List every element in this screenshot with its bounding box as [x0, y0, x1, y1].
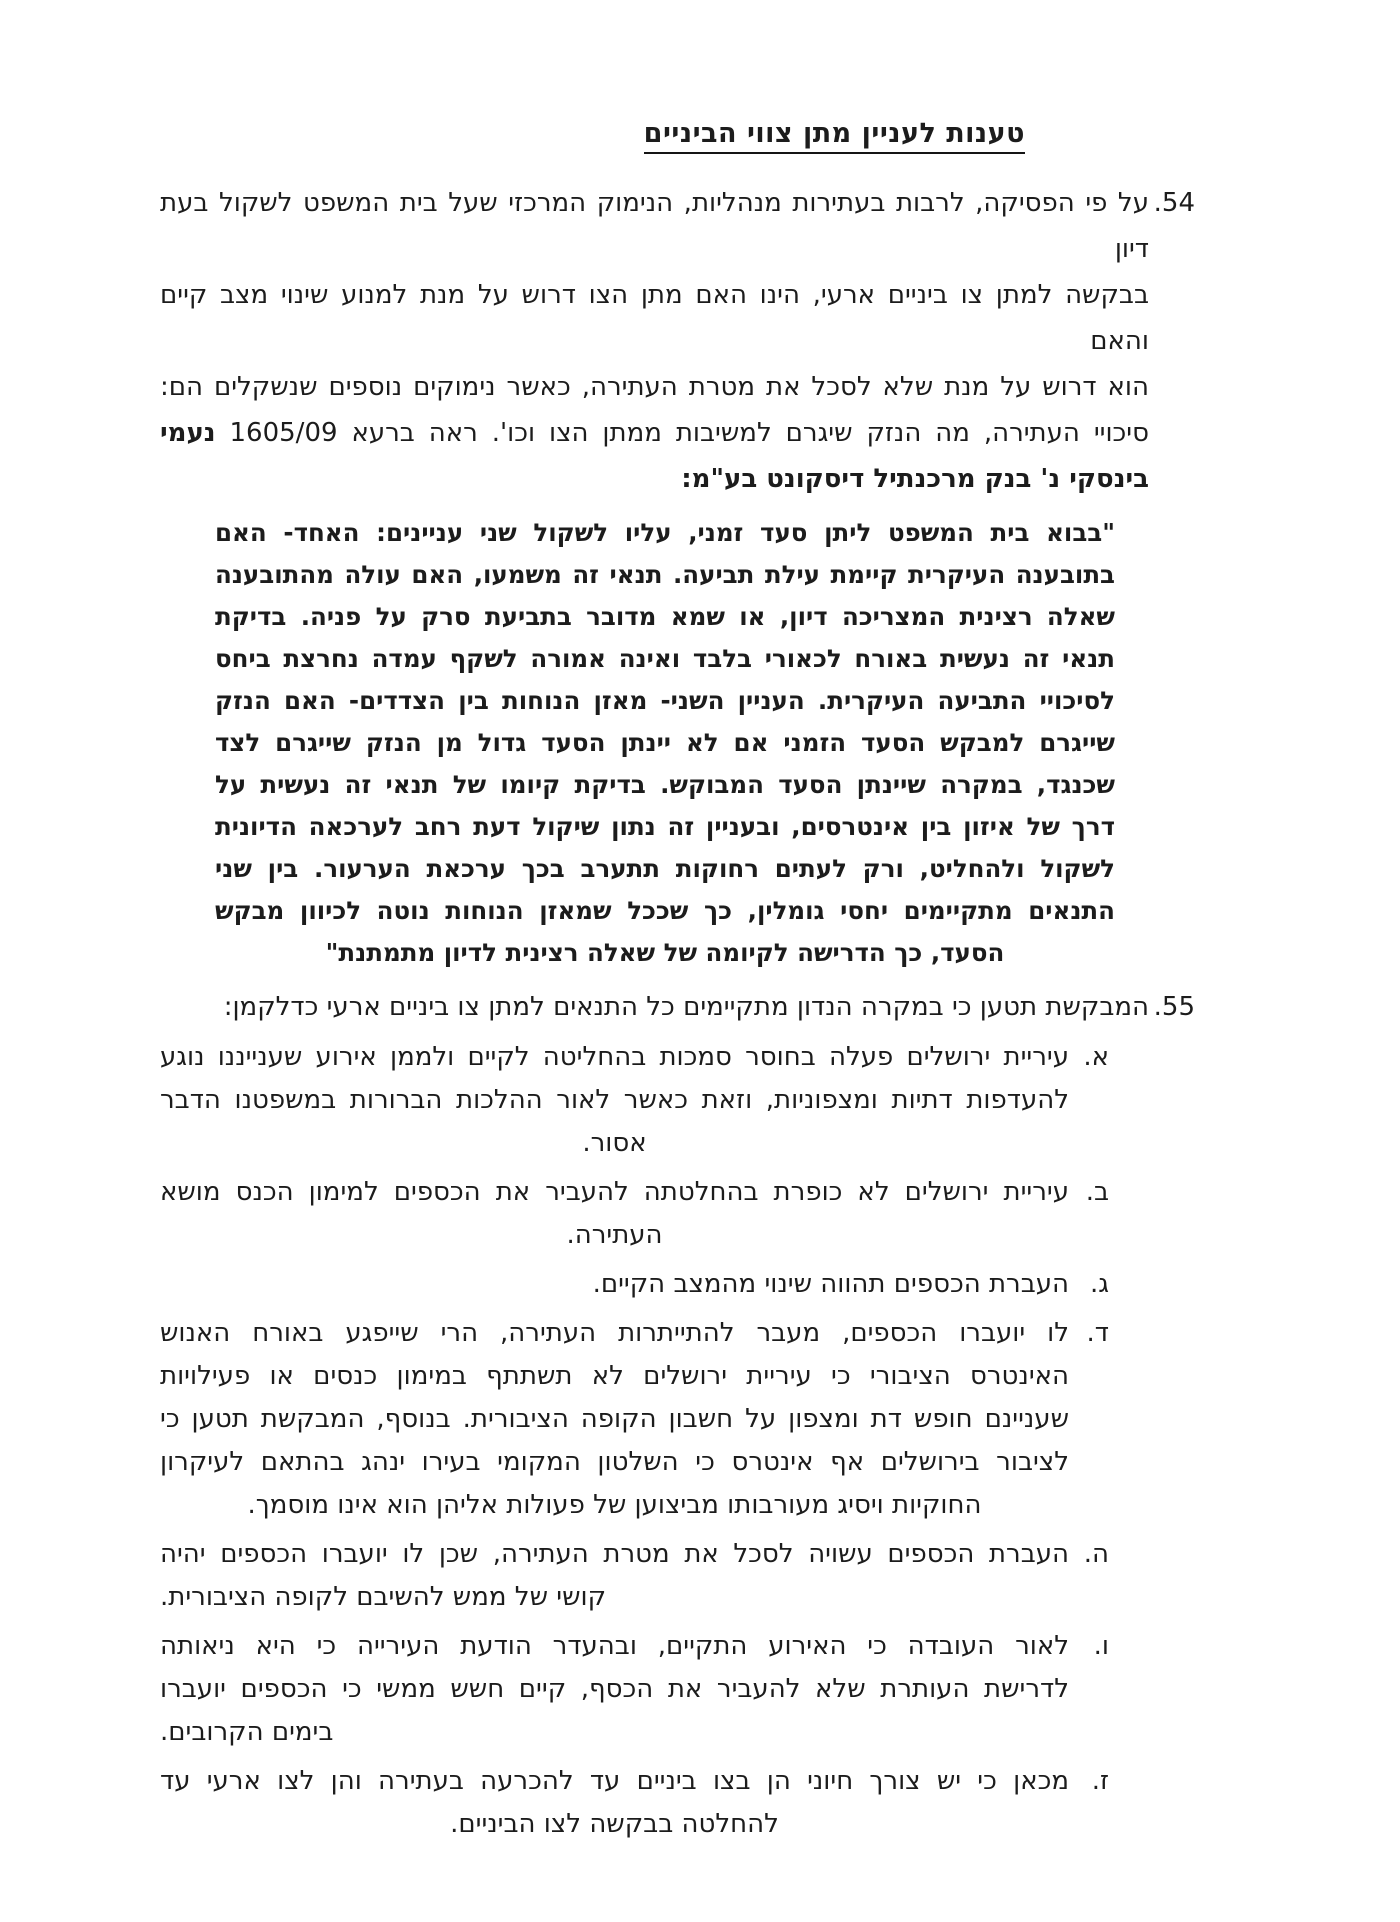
text-run: מכאן כי יש צורך חיוני הן בצו ביניים עד להכרעה בעתירה והן לצו ארעי עד	[160, 1766, 1069, 1796]
text-line	[160, 1760, 1069, 1803]
text-run: בינסקי נ' בנק מרכנתיל דיסקונט בע"מ:	[681, 464, 1149, 494]
text-line	[160, 1711, 1069, 1754]
subitem-alef	[160, 1036, 1195, 1165]
paragraph-55	[160, 984, 1195, 1030]
item-letter: ז.	[1091, 1766, 1109, 1796]
text-line	[160, 1122, 1069, 1165]
subitem-zayin	[160, 1760, 1195, 1846]
text-run: שעניינם חופש דת ומצפון על חשבון הקופה הציבורית. בנוסף, המבקשת תטען כי	[160, 1404, 1069, 1434]
text-line	[160, 1355, 1069, 1398]
paragraph-text	[215, 512, 1115, 974]
text-line	[160, 1312, 1069, 1355]
text-run: העברת הכספים תהווה שינוי מהמצב הקיים.	[592, 1269, 1069, 1299]
paragraph-text	[160, 180, 1149, 502]
text-line	[160, 1668, 1069, 1711]
paragraph-text	[160, 1171, 1069, 1257]
text-run: לציבור בירושלים אף אינטרס כי השלטון המקומי בעירו ינהג בהתאם לעיקרון	[160, 1447, 1069, 1477]
text-line	[215, 848, 1115, 890]
text-line	[160, 984, 1149, 1030]
text-line	[215, 806, 1115, 848]
text-run: לאור העובדה כי האירוע התקיים, ובהעדר הודעת העירייה כי היא ניאותה	[160, 1631, 1069, 1661]
text-run: המבקשת תטען כי במקרה הנדון מתקיימים כל התנאים למתן צו ביניים ארעי כדלקמן:	[223, 992, 1149, 1022]
text-line	[215, 638, 1115, 680]
court-quote-block	[215, 512, 1115, 974]
subitem-dalet	[160, 1312, 1195, 1527]
text-run: דרך של איזון בין אינטרסים, ובעניין זה נתון שיקול דעת רחב לערכאה הדיונית	[215, 812, 1115, 841]
text-run: קושי של ממש להשיבם לקופה הציבורית.	[160, 1582, 607, 1612]
text-run: העברת הכספים עשויה לסכל את מטרת העתירה, שכן לו יועברו הכספים יהיה	[160, 1539, 1069, 1569]
text-run: על פי הפסיקה, לרבות בעתירות מנהליות, הנימוק המרכזי שעל בית המשפט לשקול בעת דיון	[160, 188, 1149, 264]
text-line	[215, 554, 1115, 596]
text-line	[215, 596, 1115, 638]
text-line	[160, 456, 1149, 502]
document-blocks	[160, 180, 1195, 1846]
text-run: שאלה רצינית המצריכה דיון, או שמא מדובר בתביעת סרק על פניה. בדיקת	[215, 602, 1115, 631]
text-run: נעמי	[160, 418, 216, 448]
paragraph-text	[160, 1625, 1069, 1754]
text-line	[160, 1625, 1069, 1668]
item-letter: ו.	[1093, 1631, 1109, 1661]
item-letter: ב.	[1085, 1177, 1109, 1207]
text-line	[215, 680, 1115, 722]
text-line	[160, 1441, 1069, 1484]
text-run: להחלטה בבקשה לצו הביניים.	[450, 1809, 779, 1839]
text-line	[160, 1079, 1069, 1122]
text-run: עיריית ירושלים פעלה בחוסר סמכות בהחליטה לקיים ולממן אירוע שענייננו נוגע	[160, 1042, 1069, 1072]
paragraph-number: 54.	[1153, 188, 1195, 218]
text-run: לשקול ולהחליט, ורק לעתים רחוקות תתערב בכך ערכאת הערעור. בין שני	[215, 854, 1115, 883]
paragraph-text	[160, 1312, 1069, 1527]
text-line	[215, 512, 1115, 554]
text-line	[160, 410, 1149, 456]
text-run: אסור.	[582, 1128, 647, 1158]
text-run: תנאי זה נעשית באורח לכאורי בלבד ואינה אמורה לשקף עמדה נחרצת ביחס	[215, 644, 1115, 673]
text-run: החוקיות ויסיג מעורבותו מביצוען של פעולות אליהן הוא אינו מוסמך.	[247, 1490, 982, 1520]
text-line	[160, 1036, 1069, 1079]
paragraph-number: 55.	[1153, 992, 1195, 1022]
text-line	[160, 1484, 1069, 1527]
text-run: לסיכויי התביעה העיקרית. העניין השני- מאזן הנוחות בין הצדדים- האם הנזק	[215, 686, 1115, 715]
subitem-he	[160, 1533, 1195, 1619]
text-line	[160, 1803, 1069, 1846]
subitem-gimel	[160, 1263, 1195, 1306]
text-line	[160, 1398, 1069, 1441]
text-run: שייגרם למבקש הסעד הזמני אם לא יינתן הסעד גדול מן הנזק שייגרם לצד	[215, 728, 1115, 757]
text-run: הסעד, כך הדרישה לקיומה של שאלה רצינית לדיון מתמתנת"	[325, 938, 1005, 967]
title-row	[160, 118, 1195, 154]
text-run: סיכויי העתירה, מה הנזק שיגרם למשיבות ממתן הצו וכו'. ראה ברעא 1605/09	[215, 418, 1149, 448]
item-letter: א.	[1083, 1042, 1109, 1072]
paragraph-text	[160, 984, 1149, 1030]
text-line	[215, 722, 1115, 764]
text-line	[160, 1214, 1069, 1257]
text-run: בתובענה העיקרית קיימת עילת תביעה. תנאי זה משמעו, האם עולה מהתובענה	[215, 560, 1115, 589]
text-line	[160, 272, 1149, 364]
item-letter: ג.	[1090, 1269, 1109, 1299]
text-line	[160, 364, 1149, 410]
item-letter: ה.	[1083, 1539, 1109, 1569]
paragraph-text	[160, 1263, 1069, 1306]
text-line	[160, 1576, 1069, 1619]
text-line	[160, 1263, 1069, 1306]
text-run: האינטרס הציבורי כי עיריית ירושלים לא תשתתף במימון כנסים או פעילויות	[160, 1361, 1069, 1391]
text-run: "בבוא בית המשפט ליתן סעד זמני, עליו לשקול שני עניינים: האחד- האם	[215, 518, 1115, 547]
text-run: התנאים מתקיימים יחסי גומלין, כך שככל שמאזן הנוחות נוטה לכיוון מבקש	[215, 896, 1115, 925]
text-run: להעדפות דתיות ומצפוניות, וזאת כאשר לאור ההלכות הברורות במשפטנו הדבר	[160, 1085, 1069, 1115]
text-line	[215, 890, 1115, 932]
subitem-vav	[160, 1625, 1195, 1754]
text-run: בבקשה למתן צו ביניים ארעי, הינו האם מתן הצו דרוש על מנת למנוע שינוי מצב קיים והאם	[160, 280, 1149, 356]
text-run: בימים הקרובים.	[160, 1717, 334, 1747]
text-line	[160, 180, 1149, 272]
page-title: טענות לעניין מתן צווי הביניים	[644, 118, 1025, 154]
text-run: שכנגד, במקרה שיינתן הסעד המבוקש. בדיקת קיומו של תנאי זה נעשית על	[215, 770, 1115, 799]
text-line	[160, 1171, 1069, 1214]
paragraph-54	[160, 180, 1195, 502]
text-line	[160, 1533, 1069, 1576]
text-run: העתירה.	[566, 1220, 663, 1250]
text-run: עיריית ירושלים לא כופרת בהחלטתה להעביר את הכספים למימון הכנס מושא	[160, 1177, 1069, 1207]
text-line	[215, 932, 1115, 974]
subitem-bet	[160, 1171, 1195, 1257]
item-letter: ד.	[1086, 1318, 1109, 1348]
text-line	[215, 764, 1115, 806]
text-run: הוא דרוש על מנת שלא לסכל את מטרת העתירה, כאשר נימוקים נוספים שנשקלים הם:	[160, 372, 1149, 402]
paragraph-text	[160, 1760, 1069, 1846]
paragraph-text	[160, 1036, 1069, 1165]
text-run: לו יועברו הכספים, מעבר להתייתרות העתירה, הרי שייפגע באורח האנוש	[160, 1318, 1069, 1348]
text-run: לדרישת העותרת שלא להעביר את הכסף, קיים חשש ממשי כי הכספים יועברו	[160, 1674, 1069, 1704]
paragraph-text	[160, 1533, 1069, 1619]
document-body	[160, 118, 1195, 1846]
